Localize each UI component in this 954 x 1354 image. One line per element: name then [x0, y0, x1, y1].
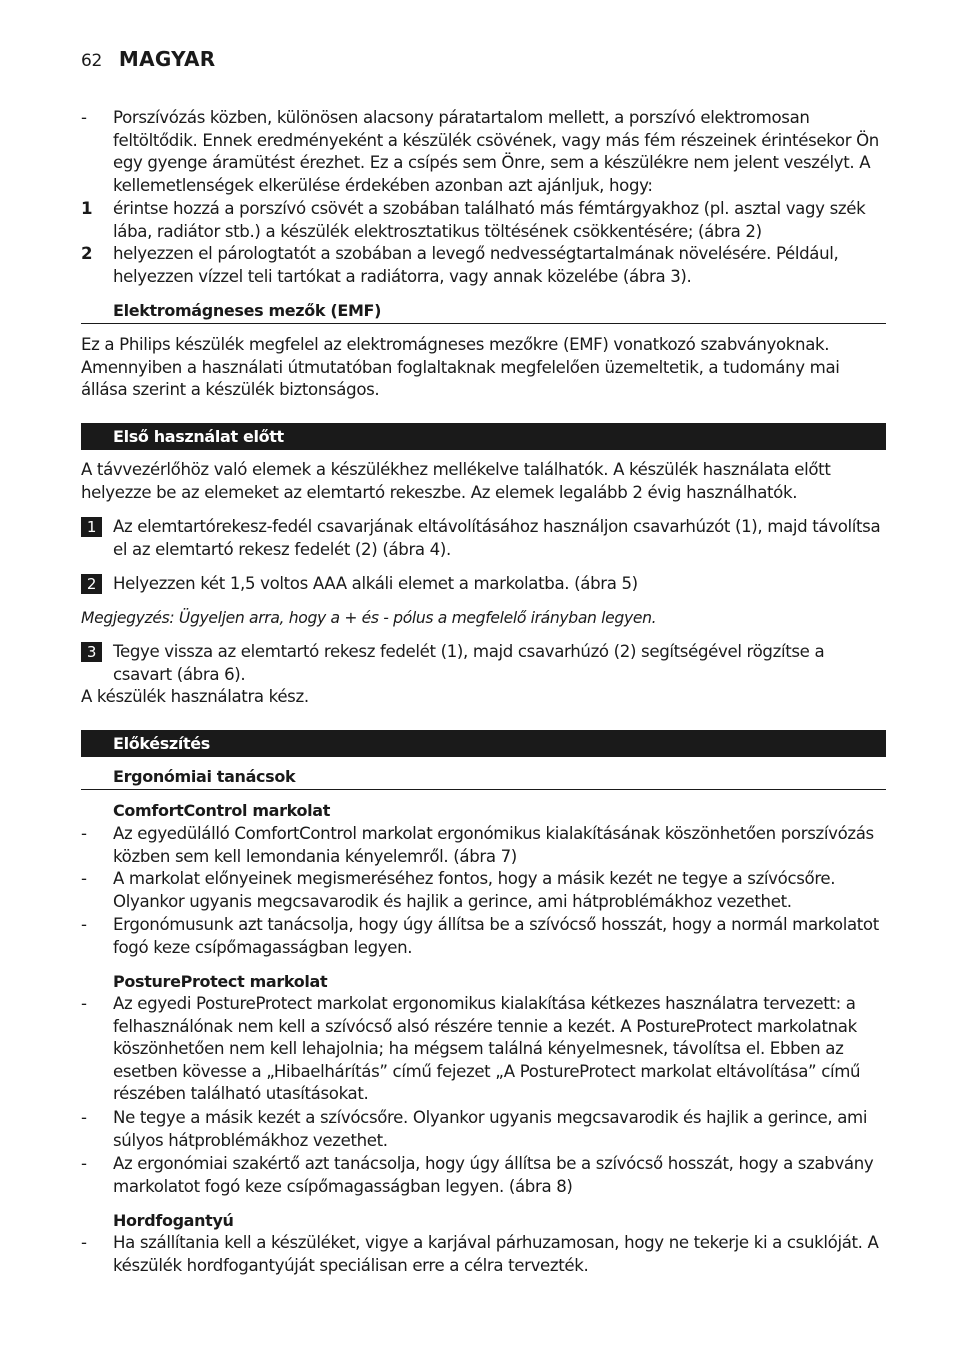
- list-item: [81, 868, 886, 913]
- paragraph: A távvezérlőhöz való elemek a készülékhez mellékelve találhatók. A készülék használata előtt helyezze be az elemeket az elemtartó rekeszbe. Az elemek legalább 2 évig használhatók.: [81, 460, 831, 502]
- list-item-text: Ne tegye a másik kezét a szívócsőre. Olyankor ugyanis megcsavarodik és hajlik a gerince, ami súlyos hátproblémákhoz vezethet.: [113, 1108, 868, 1150]
- step-number: 1: [81, 199, 93, 218]
- list-item: [81, 914, 886, 959]
- list-item-text: Az egyedi PostureProtect markolat ergonomikus kialakítása kétkezes használatra tervezett: a felhasználónak nem kell a szívócső alsó részére tennie a kezét. A PostureProtect markolatnak köszönhetően nem kell lehajolnia; ha mégsem találná kényelmesnek, távolítsa el. Ebben az esetben kövesse a „Hibaelhárítás” című fejezet „A PostureProtect markolat eltávolítása” című részében található utasításokat.: [113, 994, 861, 1104]
- section-heading-bar: Előkészítés: [81, 730, 886, 757]
- numbered-step: [81, 573, 886, 596]
- step-number-box: 1: [81, 517, 102, 537]
- page-number: 62: [81, 51, 102, 71]
- list-item-text: Az ergonómiai szakértő azt tanácsolja, hogy úgy állítsa be a szívócső hosszát, hogy a szabvány markolatot fogó keze csípőmagasságban legyen. (ábra 8): [113, 1154, 874, 1196]
- list-item: [81, 823, 886, 868]
- list-item-text: Ergonómusunk azt tanácsolja, hogy úgy állítsa be a szívócső hosszát, hogy a normál markolatot fogó keze csípőmagasságban legyen.: [113, 915, 879, 957]
- language-title: MAGYAR: [118, 47, 216, 71]
- dash-bullet: -: [81, 108, 87, 127]
- list-item-text: Ha szállítania kell a készüléket, vigye a karjával párhuzamosan, hogy ne tekerje ki a csuklóját. A készülék hordfogantyúját speciálisan erre a célra tervezték.: [113, 1233, 879, 1275]
- dash-bullet: -: [81, 994, 87, 1013]
- dash-bullet: -: [81, 1154, 87, 1173]
- list-item: [81, 1153, 886, 1198]
- page-header: [81, 48, 215, 73]
- list-item: [81, 1107, 886, 1152]
- numbered-step: [81, 641, 886, 686]
- section-subheading: Elektromágneses mezők (EMF): [81, 300, 886, 324]
- list-item-text: Az egyedülálló ComfortControl markolat ergonómikus kialakításának köszönhetően porszívózás közben sem kell lemondania kényelemről. (ábra 7): [113, 824, 874, 866]
- paragraph: A készülék használatra kész.: [81, 687, 309, 706]
- numbered-step: [81, 243, 886, 288]
- dash-bullet: -: [81, 1233, 87, 1252]
- subsection-title: ComfortControl markolat: [113, 801, 331, 820]
- subsection-title: Hordfogantyú: [113, 1211, 234, 1230]
- step-number: 2: [81, 244, 93, 263]
- paragraph: Ez a Philips készülék megfelel az elektromágneses mezőkre (EMF) vonatkozó szabványoknak. Amennyiben a használati útmutatóban foglaltaknak megfelelően üzemeltetik, a tudomány mai állása szerint a készülék biztonságos.: [81, 335, 840, 400]
- list-item-text: Porszívózás közben, különösen alacsony páratartalom mellett, a porszívó elektromosan feltöltődik. Ennek eredményeként a készülék csövének, vagy más fém részeinek érintésekor Ön egy gyenge áramütést érezhet. Ez a csípés sem Önre, sem a készülékre nem jelent veszélyt. A kellemetlenségek elkerülése érdekében azonban azt ajánljuk, hogy:: [113, 108, 879, 195]
- section-heading-bar: Első használat előtt: [81, 423, 886, 450]
- step-number-box: 3: [81, 642, 102, 662]
- dash-bullet: -: [81, 1108, 87, 1127]
- list-item: [81, 107, 886, 197]
- dash-bullet: -: [81, 869, 87, 888]
- subsection-title: PostureProtect markolat: [113, 972, 328, 991]
- step-text: helyezzen el párologtatót a szobában a levegő nedvességtartalmának növelésére. Például, helyezzen vízzel teli tartókat a radiátorra, vagy annak közelébe (ábra 3).: [113, 244, 839, 286]
- dash-bullet: -: [81, 824, 87, 843]
- step-text: Tegye vissza az elemtartó rekesz fedelét (1), majd csavarhúzó (2) segítségével rögzítse a csavart (ábra 6).: [113, 642, 825, 684]
- list-item: [81, 1232, 886, 1277]
- list-item-text: A markolat előnyeinek megismeréséhez fontos, hogy a másik kezét ne tegye a szívócsőre. Olyankor ugyanis megcsavarodik és hajlik a gerince, ami hátproblémákhoz vezethet.: [113, 869, 836, 911]
- numbered-step: [81, 516, 886, 561]
- step-text: Az elemtartórekesz-fedél csavarjának eltávolításához használjon csavarhúzót (1), majd távolítsa el az elemtartó rekesz fedelét (2) (ábra 4).: [113, 517, 881, 559]
- numbered-step: [81, 198, 886, 243]
- list-item: [81, 993, 886, 1106]
- section-subheading: Ergonómiai tanácsok: [81, 766, 886, 790]
- dash-bullet: -: [81, 915, 87, 934]
- step-number-box: 2: [81, 574, 102, 594]
- step-text: Helyezzen két 1,5 voltos AAA alkáli elemet a markolatba. (ábra 5): [113, 574, 638, 593]
- step-text: érintse hozzá a porszívó csövét a szobában található más fémtárgyakhoz (pl. asztal vagy szék lába, radiátor stb.) a készülék elektrosztatikus töltésének csökkentésére; (ábra 2): [113, 199, 866, 241]
- note: Megjegyzés: Ügyeljen arra, hogy a + és - pólus a megfelelő irányban legyen.: [81, 609, 657, 627]
